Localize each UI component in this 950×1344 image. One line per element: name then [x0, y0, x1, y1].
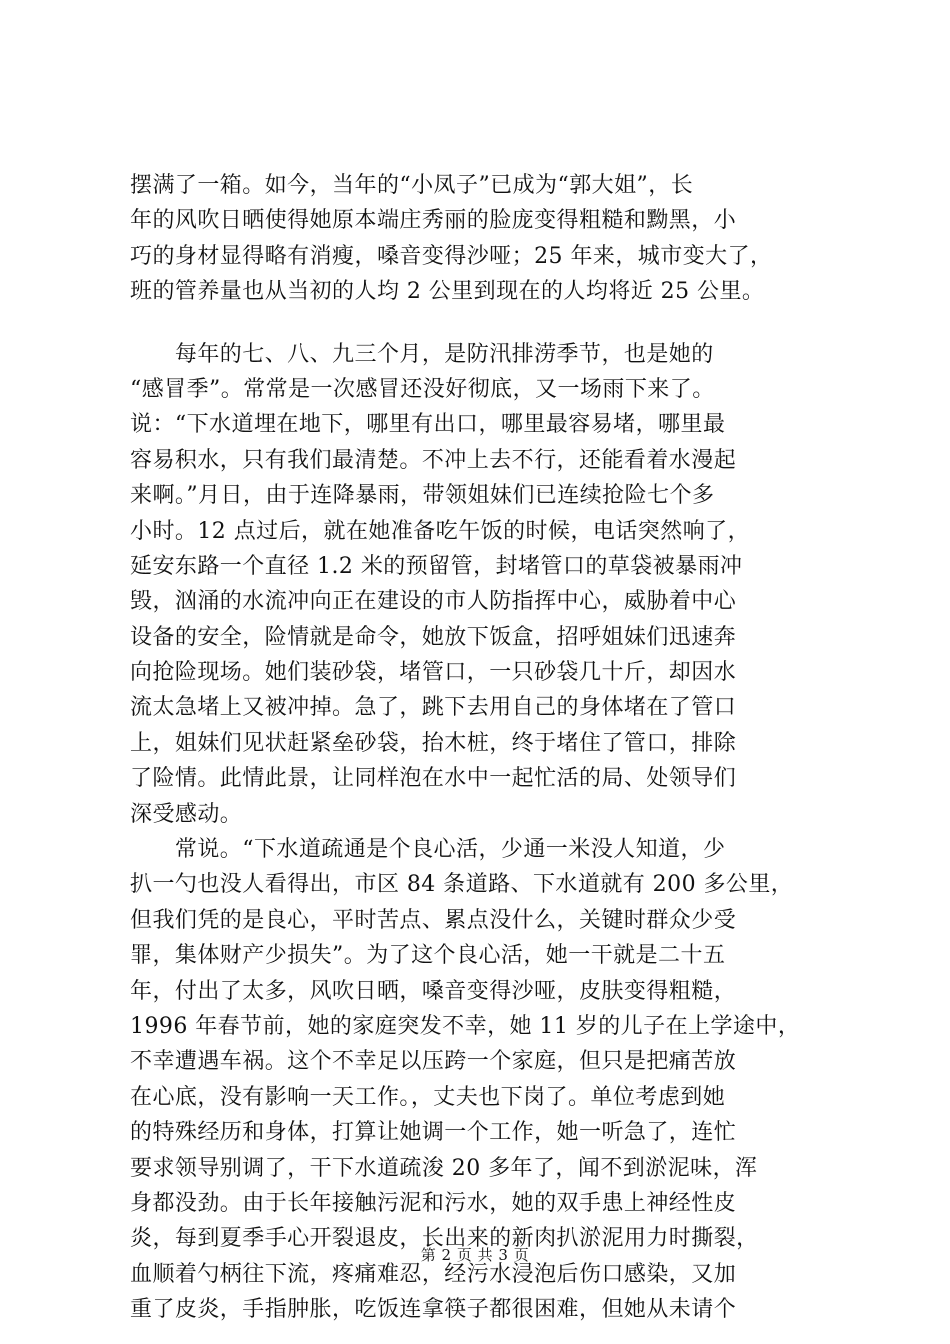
text-line: 容易积水，只有我们最清楚。不冲上去不行，还能看着水漫起 — [130, 447, 737, 473]
text-line: 了险情。此情此景，让同样泡在水中一起忙活的局、处领导们 — [130, 766, 737, 792]
text-line: 在心底，没有影响一天工作。，丈夫也下岗了。单位考虑到她 — [130, 1084, 726, 1110]
text-line: 罪，集体财产少损失”。为了这个良心活，她一干就是二十五 — [130, 943, 726, 969]
text-line: 小时。12 点过后，就在她准备吃午饭的时候，电话突然响了， — [130, 518, 751, 544]
text-line: 炎，每到夏季手心开裂退皮，长出来的新肉扒淤泥用力时撕裂， — [130, 1226, 759, 1252]
text-line: 身都没劲。由于长年接触污泥和污水，她的双手患上神经性皮 — [130, 1190, 737, 1216]
text-line: 设备的安全，险情就是命令，她放下饭盒，招呼姐妹们迅速奔 — [130, 624, 737, 650]
text-line: 上，姐妹们见状赶紧垒砂袋，抬木桩，终于堵住了管口，排除 — [130, 730, 737, 756]
text-line: 毁，汹涌的水流冲向正在建设的市人防指挥中心，威胁着中心 — [130, 589, 737, 615]
text-line: 说：“下水道埋在地下，哪里有出口，哪里最容易堵，哪里最 — [130, 412, 726, 438]
text-line: 巧的身材显得略有消瘦，嗓音变得沙哑；25 年来，城市变大了， — [130, 243, 773, 269]
text-line: 年的风吹日晒使得她原本端庄秀丽的脸庞变得粗糙和黝黑，小 — [130, 208, 737, 234]
text-line: 来啊。”月日，由于连降暴雨，带领姐妹们已连续抢险七个多 — [130, 483, 715, 509]
text-line: 的特殊经历和身体，打算让她调一个工作，她一听急了，连忙 — [130, 1120, 737, 1146]
text-line: 延安东路一个直径 1.2 米的预留管，封堵管口的草袋被暴雨冲 — [130, 553, 743, 579]
text-line: 流太急堵上又被冲掉。急了，跳下去用自己的身体堵在了管口 — [130, 695, 737, 721]
text-line: 常说。“下水道疏通是个良心活，少通一米没人知道，少 — [130, 837, 726, 863]
text-line: 摆满了一箱。如今，当年的“小凤子”已成为“郭大姐”，长 — [130, 173, 694, 198]
text-line: 不幸遭遇车祸。这个不幸足以压跨一个家庭，但只是把痛苦放 — [130, 1049, 737, 1075]
text-line: 班的管养量也从当初的人均 2 公里到现在的人均将近 25 公里。 — [130, 279, 765, 305]
paragraph-2 — [130, 337, 820, 832]
text-line: 扒一勺也没人看得出，市区 84 条道路、下水道就有 200 多公里， — [130, 872, 794, 898]
text-line: 血顺着勺柄往下流，疼痛难忍，经污水浸泡后伤口感染，又加 — [130, 1261, 737, 1287]
text-line: 1996 年春节前，她的家庭突发不幸，她 11 岁的儿子在上学途中， — [130, 1013, 801, 1039]
text-line: 向抢险现场。她们装砂袋，堵管口，一只砂袋几十斤，却因水 — [130, 660, 737, 686]
text-line: 每年的七、八、九三个月，是防汛排涝季节，也是她的 — [130, 341, 714, 367]
text-line: 重了皮炎，手指肿胀，吃饭连拿筷子都很困难，但她从未请个 — [130, 1297, 737, 1323]
document-body — [130, 168, 820, 1328]
paragraph-1 — [130, 168, 820, 310]
text-line: 年，付出了太多，风吹日晒，嗓音变得沙哑，皮肤变得粗糙， — [130, 978, 737, 1004]
text-line: 但我们凭的是良心，平时苦点、累点没什么，关键时群众少受 — [130, 907, 737, 933]
text-line: “感冒季”。常常是一次感冒还没好彻底，又一场雨下来了。 — [130, 376, 715, 402]
paragraph-spacer — [130, 310, 820, 337]
page-number-footer: 第 2 页 共 3 页 — [420, 1246, 530, 1264]
text-line: 要求领导别调了，干下水道疏浚 20 多年了，闻不到淤泥味，浑 — [130, 1155, 758, 1181]
text-line: 深受感动。 — [130, 801, 243, 827]
